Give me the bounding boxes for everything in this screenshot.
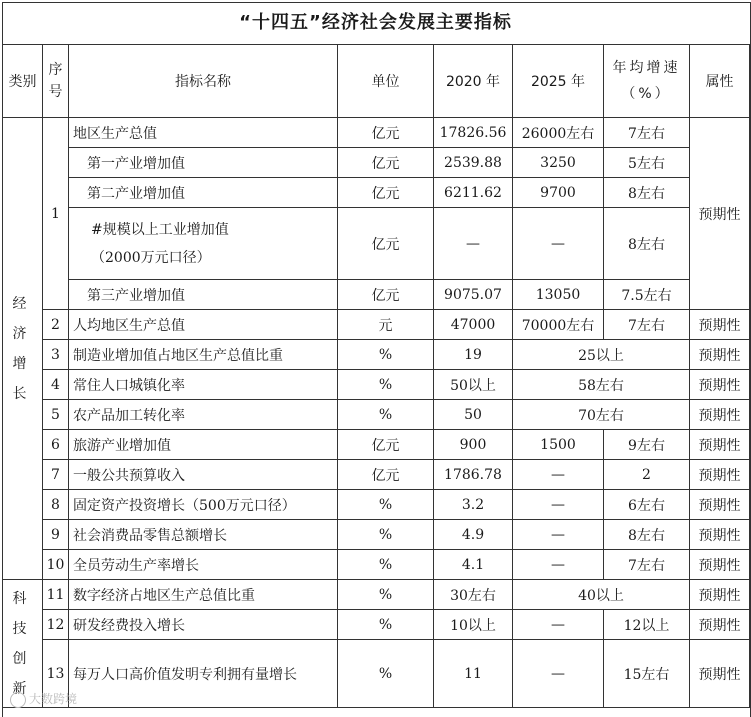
attr-cell: 预期性: [690, 550, 750, 580]
attr-cell: 预期性: [690, 580, 750, 610]
row-index: 7: [43, 460, 69, 490]
unit-cell: 亿元: [338, 208, 434, 280]
value-growth: 12以上: [604, 610, 690, 640]
value-growth: 6左右: [604, 490, 690, 520]
value-2025: —: [513, 208, 604, 280]
row-index: 13: [43, 640, 69, 708]
header-category: 类别: [3, 45, 43, 118]
indicator-name: 数字经济占地区生产总值比重: [69, 580, 338, 610]
row-index: 9: [43, 520, 69, 550]
value-growth: 8左右: [604, 208, 690, 280]
row-index: 11: [43, 580, 69, 610]
value-2020: 3.2: [434, 490, 513, 520]
row-index: 10: [43, 550, 69, 580]
table-row: [3, 178, 750, 208]
attr-cell: 预期性: [690, 430, 750, 460]
value-2020: 19: [434, 340, 513, 370]
value-2025-growth-merged: 25以上: [513, 340, 690, 370]
indicator-name-line: #规模以上工业增加值: [91, 221, 229, 238]
value-2020: 30左右: [434, 580, 513, 610]
value-2020: 2539.88: [434, 148, 513, 178]
table-row: [3, 550, 750, 580]
indicator-name: 研发经费投入增长: [69, 610, 338, 640]
table-row: [3, 400, 750, 430]
value-2020: 10以上: [434, 610, 513, 640]
indicator-name: 每万人口高价值发明专利拥有量增长: [69, 640, 338, 708]
unit-cell: %: [338, 610, 434, 640]
header-unit: 单位: [338, 45, 434, 118]
value-growth: 7.5左右: [604, 280, 690, 310]
header-row: [3, 45, 750, 118]
indicator-name: 社会消费品零售总额增长: [69, 520, 338, 550]
category-tech: 科技创新: [3, 580, 43, 708]
table-row: [3, 580, 750, 610]
table-row: [3, 208, 750, 280]
value-growth: 15左右: [604, 640, 690, 708]
indicator-name: [69, 208, 338, 280]
value-2025-growth-merged: 58左右: [513, 370, 690, 400]
value-2025-growth-merged: 40以上: [513, 580, 690, 610]
unit-cell: %: [338, 640, 434, 708]
table-row: [3, 640, 750, 708]
value-growth: 9左右: [604, 430, 690, 460]
value-2020: 50以上: [434, 370, 513, 400]
unit-cell: %: [338, 520, 434, 550]
value-2025: 3250: [513, 148, 604, 178]
value-growth: 7左右: [604, 310, 690, 340]
indicator-name: 制造业增加值占地区生产总值比重: [69, 340, 338, 370]
row-index: 5: [43, 400, 69, 430]
header-name: 指标名称: [69, 45, 338, 118]
value-2025: 9700: [513, 178, 604, 208]
row-index: 6: [43, 430, 69, 460]
value-growth: 5左右: [604, 148, 690, 178]
indicator-name: 常住人口城镇化率: [69, 370, 338, 400]
value-2025: —: [513, 640, 604, 708]
value-2020: 11: [434, 640, 513, 708]
attr-cell: 预期性: [690, 610, 750, 640]
value-2025: 13050: [513, 280, 604, 310]
value-2020: 4.1: [434, 550, 513, 580]
value-growth: 8左右: [604, 520, 690, 550]
unit-cell: 亿元: [338, 280, 434, 310]
value-growth: 2: [604, 460, 690, 490]
value-2020: 9075.07: [434, 280, 513, 310]
watermark-logo-icon: [10, 692, 26, 708]
table-row: [3, 118, 750, 148]
table-row: [3, 430, 750, 460]
row-index: 3: [43, 340, 69, 370]
indicator-name: 一般公共预算收入: [69, 460, 338, 490]
value-growth: 7左右: [604, 550, 690, 580]
indicator-name: 第三产业增加值: [69, 280, 338, 310]
value-2025: —: [513, 520, 604, 550]
unit-cell: %: [338, 580, 434, 610]
value-2025: —: [513, 490, 604, 520]
unit-cell: 亿元: [338, 460, 434, 490]
unit-cell: 亿元: [338, 178, 434, 208]
table-row: [3, 490, 750, 520]
unit-cell: %: [338, 550, 434, 580]
unit-cell: 元: [338, 310, 434, 340]
unit-cell: %: [338, 340, 434, 370]
value-growth: 8左右: [604, 178, 690, 208]
value-2025: —: [513, 550, 604, 580]
value-2025: 1500: [513, 430, 604, 460]
value-2025: —: [513, 460, 604, 490]
unit-cell: %: [338, 370, 434, 400]
value-2025: 70000左右: [513, 310, 604, 340]
unit-cell: 亿元: [338, 148, 434, 178]
header-2020: 2020 年: [434, 45, 513, 118]
value-2020: 900: [434, 430, 513, 460]
attr-cell: 预期性: [690, 520, 750, 550]
header-2025: 2025 年: [513, 45, 604, 118]
unit-cell: 亿元: [338, 430, 434, 460]
indicator-name: 人均地区生产总值: [69, 310, 338, 340]
attr-cell: 预期性: [690, 340, 750, 370]
attr-cell: 预期性: [690, 400, 750, 430]
indicator-name: 固定资产投资增长（500万元口径）: [69, 490, 338, 520]
indicator-name: 地区生产总值: [69, 118, 338, 148]
value-2020: 1786.78: [434, 460, 513, 490]
value-2025: —: [513, 610, 604, 640]
attr-cell: 预期性: [690, 490, 750, 520]
table-row: [3, 148, 750, 178]
indicator-table: [2, 44, 750, 708]
value-2020: 47000: [434, 310, 513, 340]
category-econ: 经济增长: [3, 118, 43, 580]
table-title: “十四五”经济社会发展主要指标: [2, 2, 749, 45]
table-row: [3, 370, 750, 400]
table-row: [3, 280, 750, 310]
value-2020: 17826.56: [434, 118, 513, 148]
row-index: 12: [43, 610, 69, 640]
watermark: 大数跨境: [10, 690, 77, 708]
indicator-name: 第一产业增加值: [69, 148, 338, 178]
row-index: 1: [43, 118, 69, 310]
value-2020: 50: [434, 400, 513, 430]
attr-cell: 预期性: [690, 118, 750, 310]
row-index: 4: [43, 370, 69, 400]
unit-cell: 亿元: [338, 118, 434, 148]
indicator-name: 农产品加工转化率: [69, 400, 338, 430]
table-row: [3, 610, 750, 640]
table-row: [3, 520, 750, 550]
attr-cell: 预期性: [690, 310, 750, 340]
header-growth: 年均增速（%）: [604, 45, 690, 118]
indicator-name: 第二产业增加值: [69, 178, 338, 208]
value-2025: 26000左右: [513, 118, 604, 148]
attr-cell: 预期性: [690, 640, 750, 708]
row-index: 2: [43, 310, 69, 340]
indicator-name: 旅游产业增加值: [69, 430, 338, 460]
header-index: 序号: [43, 45, 69, 118]
value-growth: 7左右: [604, 118, 690, 148]
value-2020: —: [434, 208, 513, 280]
table-row: [3, 460, 750, 490]
value-2020: 4.9: [434, 520, 513, 550]
header-attr: 属性: [690, 45, 750, 118]
attr-cell: 预期性: [690, 370, 750, 400]
attr-cell: 预期性: [690, 460, 750, 490]
indicator-name: 全员劳动生产率增长: [69, 550, 338, 580]
unit-cell: %: [338, 400, 434, 430]
value-2020: 6211.62: [434, 178, 513, 208]
row-index: 8: [43, 490, 69, 520]
table-row: [3, 310, 750, 340]
unit-cell: %: [338, 490, 434, 520]
table-row: [3, 340, 750, 370]
value-2025-growth-merged: 70左右: [513, 400, 690, 430]
indicator-name-note: （2000万元口径）: [91, 249, 211, 266]
